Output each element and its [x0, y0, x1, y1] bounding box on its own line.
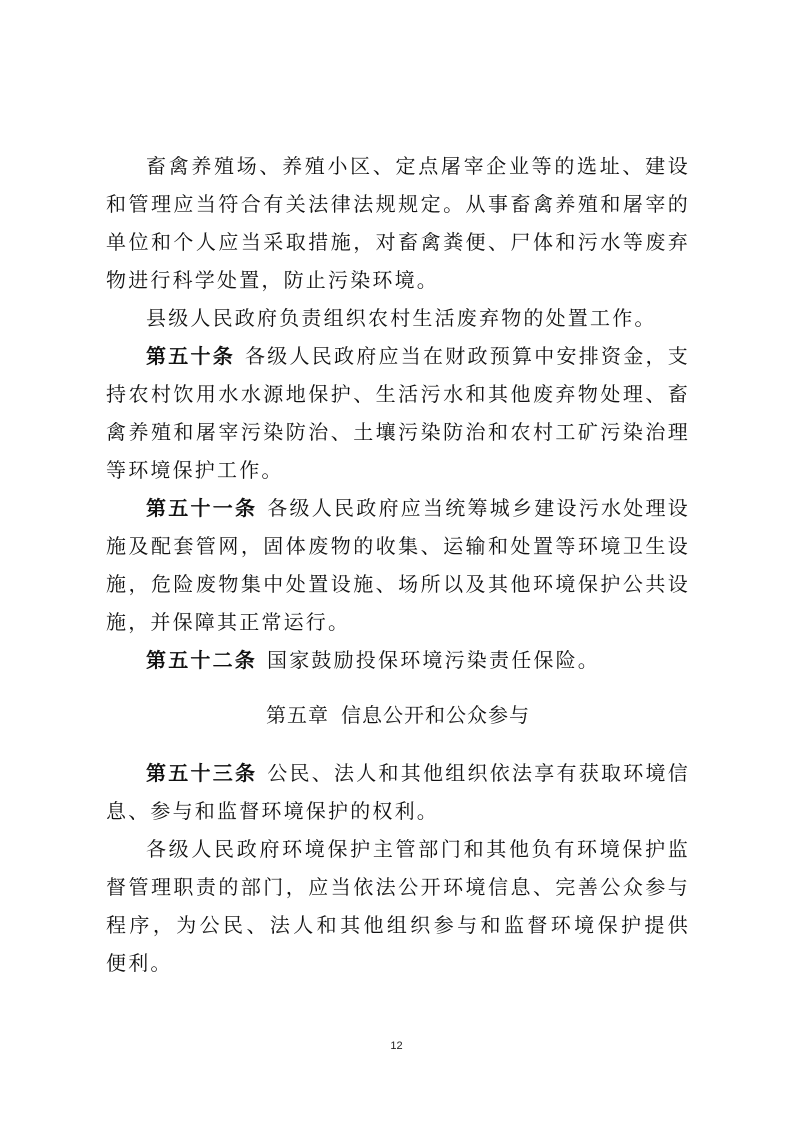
- chapter-number: 第五章: [266, 703, 329, 727]
- paragraph-disclosure-duty: [106, 830, 690, 982]
- article-53: [106, 754, 690, 830]
- article-label: 第五十三条: [146, 761, 258, 785]
- chapter-title: 信息公开和公众参与: [341, 703, 530, 727]
- article-50: [106, 337, 690, 489]
- article-text: 国家鼓励投保环境污染责任保险。: [267, 648, 600, 672]
- paragraph-county-waste: [106, 299, 690, 337]
- paragraph-text: 县级人民政府负责组织农村生活废弃物的处置工作。: [146, 306, 657, 330]
- article-label: 第五十一条: [146, 496, 258, 520]
- page-number: 12: [390, 1040, 403, 1052]
- paragraph-livestock-siting: [106, 147, 690, 299]
- article-text: 各级人民政府应当统筹城乡建设污水处理设施及配套管网，固体废物的收集、运输和处置等环境卫生设施，危险废物集中处置设施、场所以及其他环境保护公共设施，并保障其正常运行。: [106, 496, 690, 634]
- article-text: 公民、法人和其他组织依法享有获取环境信息、参与和监督环境保护的权利。: [106, 761, 690, 823]
- paragraph-text: 畜禽养殖场、养殖小区、定点屠宰企业等的选址、建设和管理应当符合有关法律法规规定。从事畜禽养殖和屠宰的单位和个人应当采取措施，对畜禽粪便、尸体和污水等废弃物进行科学处置，防止污染环境。: [106, 154, 690, 292]
- article-label: 第五十二条: [146, 648, 257, 672]
- article-51: [106, 489, 690, 641]
- article-label: 第五十条: [146, 344, 236, 368]
- paragraph-text: 各级人民政府环境保护主管部门和其他负有环境保护监督管理职责的部门，应当依法公开环境信息、完善公众参与程序，为公民、法人和其他组织参与和监督环境保护提供 便利。: [106, 837, 690, 975]
- document-body: [106, 147, 690, 982]
- article-text: 各级人民政府应当在财政预算中安排资金，支持农村饮用水水源地保护、生活污水和其他废弃物处理、畜禽养殖和屠宰污染防治、土壤污染防治和农村工矿污染治理等环境保护工作。: [106, 344, 690, 482]
- article-52: [106, 641, 690, 679]
- chapter-heading: [106, 696, 690, 734]
